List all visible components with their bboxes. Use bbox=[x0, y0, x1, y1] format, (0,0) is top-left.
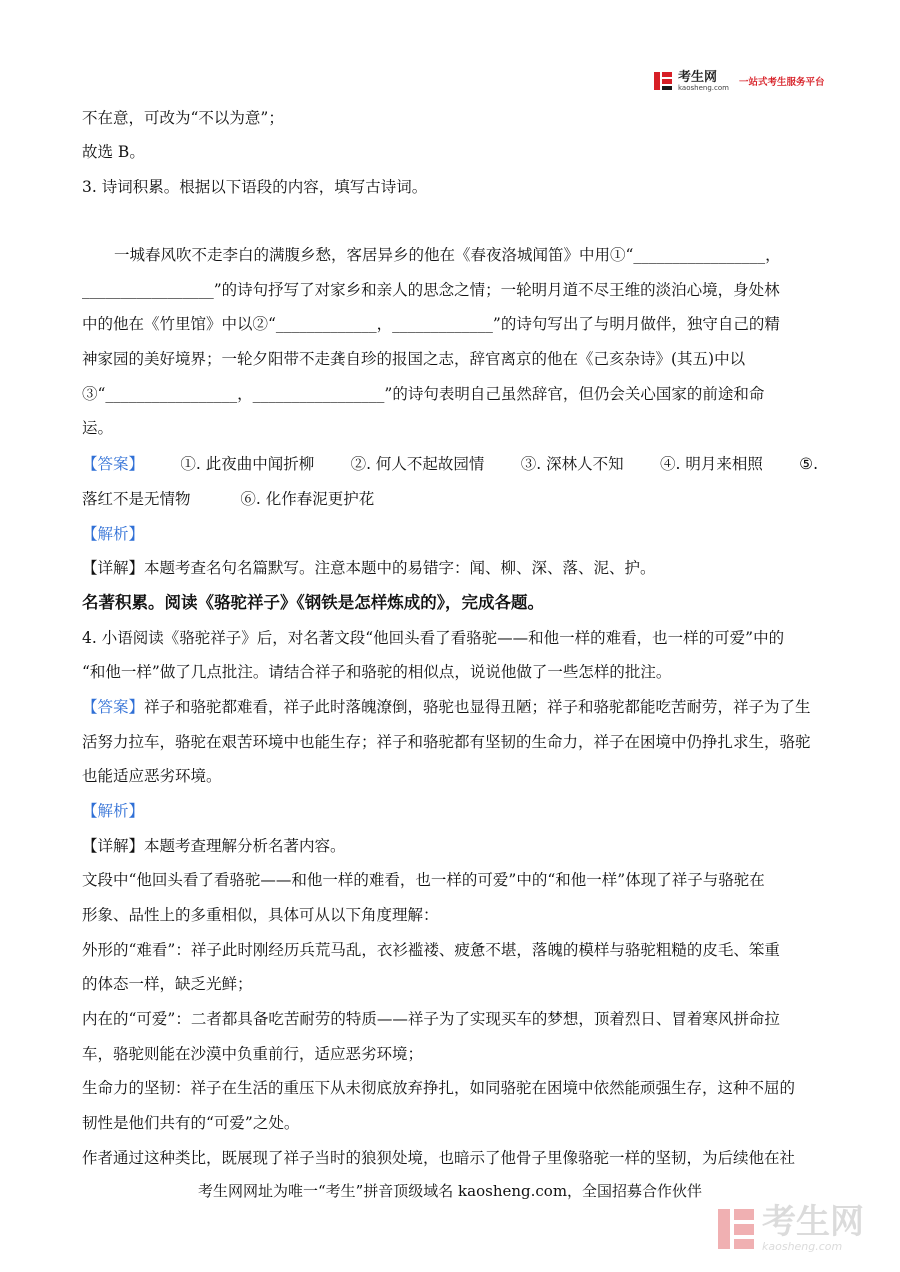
watermark-text bbox=[762, 1202, 864, 1253]
header-logo bbox=[652, 70, 824, 92]
text-line: _________________”的诗句抒写了对家乡和亲人的思念之情；一轮明月道不尽王维的淡泊心境，身处林 bbox=[82, 281, 780, 299]
text-line: 不在意，可改为“不以为意”； bbox=[82, 109, 284, 127]
answer-2 bbox=[82, 697, 811, 717]
logo-domain: kaosheng.com bbox=[678, 83, 729, 92]
answer-1-line-2 bbox=[82, 489, 374, 509]
answer-1 bbox=[82, 454, 818, 474]
analysis-detail: 【详解】本题考查名句名篇默写。注意本题中的易错字：闻、柳、深、落、泥、护。 bbox=[82, 559, 656, 577]
analysis-paragraph: 作者通过这种类比，既展现了祥子当时的狼狈处境，也暗示了他骨子里像骆驼一样的坚韧，为后续他在社 bbox=[82, 1149, 796, 1167]
analysis-tag: 【解析】 bbox=[82, 525, 145, 543]
question-3: 3. 诗词积累。根据以下语段的内容，填写古诗词。 bbox=[82, 178, 428, 196]
text-line: 一城春风吹不走李白的满腹乡愁，客居异乡的他在《春夜洛城闻笛》中用①“_________________， bbox=[114, 246, 781, 264]
analysis-paragraph: 韧性是他们共有的“可爱”之处。 bbox=[82, 1114, 300, 1132]
logo-slogan: 一站式考生服务平台 bbox=[738, 77, 825, 88]
analysis-paragraph: 形象、品性上的多重相似，具体可从以下角度理解： bbox=[82, 906, 439, 924]
analysis-paragraph: 外形的“难看”：祥子此时刚经历兵荒马乱，衣衫褴褛、疲惫不堪，落魄的模样与骆驼粗糙的皮毛、笨重 bbox=[82, 941, 780, 959]
answer-item: ①. 此夜曲中闻折柳 bbox=[180, 455, 315, 473]
text-line: 中的他在《竹里馆》中以②“_____________，_____________”的诗句写出了与明月做伴，独守自己的精 bbox=[82, 315, 780, 333]
logo-text bbox=[678, 71, 729, 92]
analysis-tag: 【解析】 bbox=[82, 802, 145, 820]
text-line: 神家园的美好境界；一轮夕阳带不走龚自珍的报国之志，辞官离京的他在《己亥杂诗》(其五)中以 bbox=[82, 350, 746, 368]
answer-item: ②. 何人不起故园情 bbox=[350, 455, 485, 473]
section-title: 名著积累。阅读《骆驼祥子》《钢铁是怎样炼成的》，完成各题。 bbox=[82, 593, 544, 612]
watermark-domain: kaosheng.com bbox=[762, 1240, 843, 1253]
analysis-paragraph: 的体态一样，缺乏光鲜； bbox=[82, 975, 253, 993]
analysis-detail: 【详解】本题考查理解分析名著内容。 bbox=[82, 837, 346, 855]
answer-item: ⑤. bbox=[799, 455, 818, 473]
analysis-paragraph: 文段中“他回头看了看骆驼——和他一样的难看，也一样的可爱”中的“和他一样”体现了祥子与骆驼在 bbox=[82, 871, 765, 889]
watermark-logo-icon bbox=[716, 1207, 756, 1251]
logo-name: 考生网 bbox=[678, 69, 718, 85]
answer-text: 活努力拉车，骆驼在艰苦环境中也能生存；祥子和骆驼都有坚韧的生命力，祥子在困境中仍挣扎求生，骆驼 bbox=[82, 733, 811, 751]
answer-item: 落红不是无情物 bbox=[82, 490, 191, 508]
answer-item: ④. 明月来相照 bbox=[659, 455, 763, 473]
text-line: 运。 bbox=[82, 419, 114, 437]
answer-item: ⑥. 化作春泥更护花 bbox=[240, 490, 375, 508]
text-line: ③“_________________，_________________”的诗句表明自己虽然辞官，但仍会关心国家的前途和命 bbox=[82, 385, 765, 403]
analysis-paragraph: 生命力的坚韧：祥子在生活的重压下从未彻底放弃挣扎，如同骆驼在困境中依然能顽强生存，这种不屈的 bbox=[82, 1079, 796, 1097]
answer-text: 祥子和骆驼都难看，祥子此时落魄潦倒，骆驼也显得丑陋；祥子和骆驼都能吃苦耐劳，祥子为了生 bbox=[144, 698, 811, 716]
page-footer: 考生网网址为唯一“考生”拼音顶级域名 kaosheng.com，全国招募合作伙伴 bbox=[197, 1182, 703, 1200]
answer-text: 也能适应恶劣环境。 bbox=[82, 767, 222, 785]
analysis-paragraph: 车，骆驼则能在沙漠中负重前行，适应恶劣环境； bbox=[82, 1045, 424, 1063]
analysis-paragraph: 内在的“可爱”：二者都具备吃苦耐劳的特质——祥子为了实现买车的梦想，顶着烈日、冒着寒风拼命拉 bbox=[82, 1010, 780, 1028]
watermark-name: 考生网 bbox=[762, 1202, 864, 1242]
text-line: 故选 B。 bbox=[82, 143, 145, 161]
answer-tag: 【答案】 bbox=[82, 698, 145, 716]
question-4: 4. 小语阅读《骆驼祥子》后，对名著文段“他回头看了看骆驼——和他一样的难看，也一样的可爱”中的 bbox=[82, 629, 785, 647]
question-4: “和他一样”做了几点批注。请结合祥子和骆驼的相似点，说说他做了一些怎样的批注。 bbox=[82, 663, 672, 681]
kaosheng-logo-icon bbox=[652, 70, 674, 92]
answer-tag: 【答案】 bbox=[82, 455, 145, 473]
watermark bbox=[716, 1202, 864, 1253]
answer-item: ③. 深林人不知 bbox=[520, 455, 624, 473]
